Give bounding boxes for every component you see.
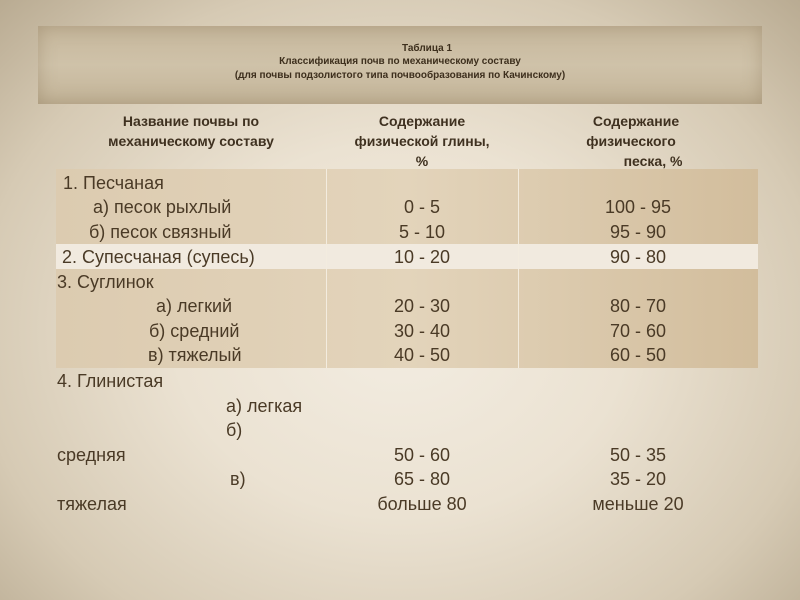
row-sandy-loam-clay: 10 - 20	[393, 247, 451, 267]
row-clay-c-clay: 65 - 80	[393, 469, 451, 489]
row-loam-a-sand: 80 - 70	[609, 296, 667, 316]
table-number: Таблица 1	[401, 43, 453, 54]
row-clay-b-clay: 50 - 60	[393, 445, 451, 465]
row-loam-b-label: б) средний	[149, 321, 240, 341]
row-clay-name: 4. Глинистая	[57, 371, 164, 391]
row-loam-name: 3. Суглинок	[57, 272, 154, 292]
row-clay-b-word: средняя	[57, 445, 126, 465]
row-loam-b-clay: 30 - 40	[393, 321, 451, 341]
column-header-sand-line1: Содержание	[592, 113, 680, 129]
row-sand-a-clay: 0 - 5	[403, 197, 441, 217]
row-loam-a-label: а) легкий	[156, 296, 233, 316]
row-clay-d-sand: меньше 20	[592, 494, 684, 514]
column-header-clay-line3: %	[415, 153, 429, 169]
row-sand-b-sand: 95 - 90	[609, 222, 667, 242]
row-sand-b-label: б) песок связный	[89, 222, 232, 242]
column-header-clay-line1: Содержание	[378, 113, 466, 129]
row-loam-a-clay: 20 - 30	[393, 296, 451, 316]
row-clay-c-label: в)	[230, 469, 246, 489]
row-loam-b-sand: 70 - 60	[609, 321, 667, 341]
row-loam-c-clay: 40 - 50	[393, 345, 451, 365]
column-header-name-line1: Название почвы по	[122, 113, 260, 129]
row-clay-b-sand: 50 - 35	[609, 445, 667, 465]
column-header-name	[56, 111, 326, 151]
table-subtitle: (для почвы подзолистого типа почвообразования по Качинскому)	[234, 70, 566, 81]
row-sandy-loam-sand: 90 - 80	[609, 247, 667, 267]
column-header-name-line2: механическому составу	[108, 133, 274, 149]
row-clay-b-label: б)	[226, 420, 243, 440]
column-header-sand	[518, 111, 758, 171]
row-clay-a-label: а) легкая	[226, 396, 303, 416]
column-header-clay	[326, 111, 518, 171]
row-sand-a-label: а) песок рыхлый	[93, 197, 232, 217]
row-clay-d-clay: больше 80	[377, 494, 467, 514]
row-sand-a-sand: 100 - 95	[604, 197, 672, 217]
row-sand-b-clay: 5 - 10	[398, 222, 446, 242]
column-header-sand-line3: песка, %	[623, 153, 683, 169]
column-header-sand-line2: физического	[586, 133, 676, 149]
row-clay-c-sand: 35 - 20	[609, 469, 667, 489]
row-sand-name: 1. Песчаная	[63, 173, 164, 193]
row-loam-c-label: в) тяжелый	[148, 345, 242, 365]
row-loam-c-sand: 60 - 50	[609, 345, 667, 365]
column-header-clay-line2: физической глины,	[354, 133, 490, 149]
row-clay-c-word: тяжелая	[57, 494, 127, 514]
row-sandy-loam-name: 2. Супесчаная (супесь)	[62, 247, 255, 267]
table-title: Классификация почв по механическому составу	[279, 56, 521, 67]
